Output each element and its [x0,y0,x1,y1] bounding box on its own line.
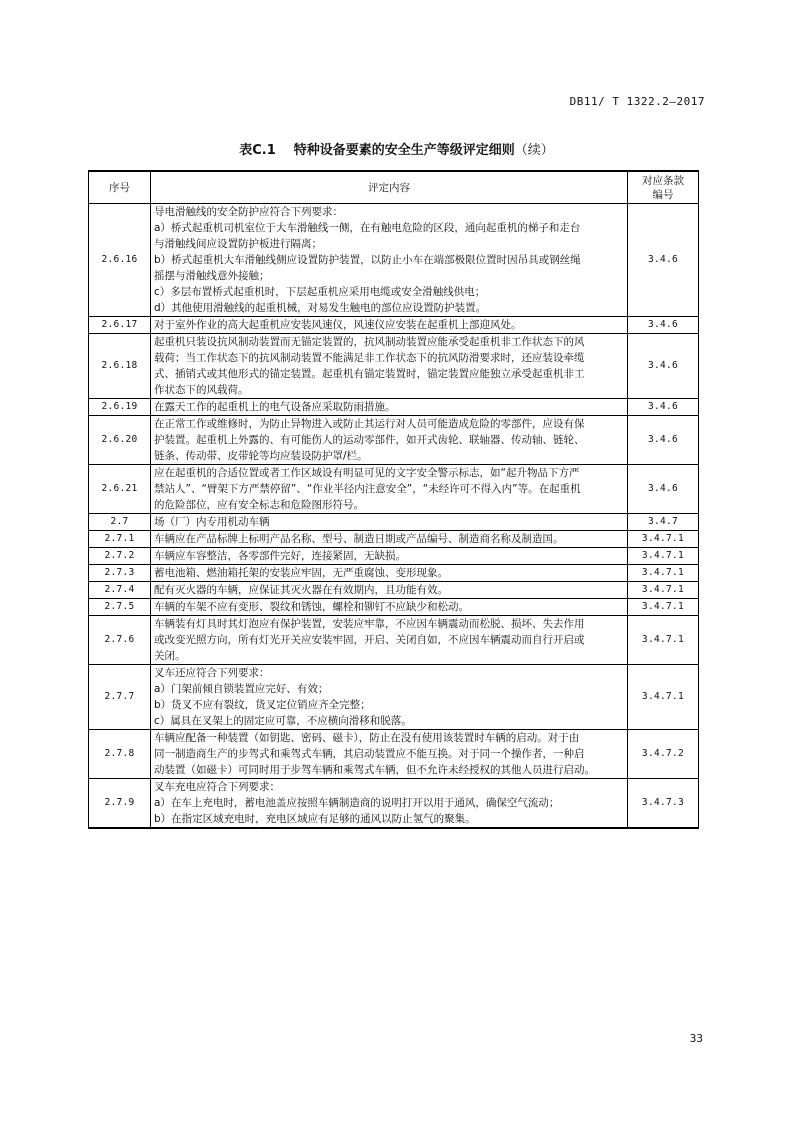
column-header-ref [628,171,699,204]
content-line: 与滑触线间应设置防护板进行隔离； [154,238,322,250]
table-title-prefix: 表C.1 [239,143,276,158]
content-line: 应在起重机的合适位置或者工作区域设有明显可见的文字安全警示标志，如“起升物品下方严 [154,467,580,479]
table-body [89,204,699,829]
row-content [151,465,628,514]
row-reference: 3.4.7.1 [628,548,699,565]
page-number: 33 [689,1032,703,1045]
content-line: 作状态下的风载荷。 [154,384,249,396]
content-line: a）门架前倾自锁装置应完好、有效； [154,683,329,695]
table-row [89,416,699,465]
row-content [151,565,628,582]
content-line: 对于室外作业的高大起重机应安装风速仪，风速仪应安装在起重机上部迎风处。 [154,319,522,331]
row-reference: 3.4.7.1 [628,582,699,599]
content-line: 摇摆与滑触线意外接触； [154,270,270,282]
content-line: d）其他使用滑触线的起重机械，对易发生触电的部位应设置防护装置。 [154,302,487,314]
table-row [89,465,699,514]
table-header-row [89,171,699,204]
content-line: 叉车还应符合下列要求： [154,667,270,679]
row-number: 2.7.3 [89,565,151,582]
table-row [89,582,699,599]
table-row [89,548,699,565]
row-reference: 3.4.6 [628,317,699,334]
column-header-ref-line1: 对应条款 [642,174,684,187]
row-number: 2.7.8 [89,730,151,779]
row-number: 2.6.21 [89,465,151,514]
column-header-ref-line2: 编号 [652,188,674,201]
row-content [151,334,628,399]
content-line: 叉车充电应符合下列要求： [154,781,280,793]
table-row [89,565,699,582]
row-reference: 3.4.6 [628,399,699,416]
row-number: 2.6.16 [89,204,151,317]
row-number: 2.7.4 [89,582,151,599]
table-title-main: 特种设备要素的安全生产等级评定细则 [293,143,515,158]
row-content [151,531,628,548]
column-header-content: 评定内容 [151,171,628,204]
table-title-continued: （续） [514,143,554,158]
content-line: a）在车上充电时，蓄电池盖应按照车辆制造商的说明打开以用于通风，确保空气流动； [154,797,560,809]
row-content [151,548,628,565]
table-row [89,730,699,779]
row-content [151,416,628,465]
content-line: 场（厂）内专用机动车辆 [154,516,270,528]
content-line: 车辆的车架不应有变形、裂纹和锈蚀，螺栓和铆钉不应缺少和松动。 [154,601,469,613]
column-header-seq: 序号 [89,171,151,204]
row-reference: 3.4.7.3 [628,779,699,829]
row-content [151,514,628,531]
content-line: 在正常工作或维修时，为防止异物进入或防止其运行对人员可能造成危险的零部件，应设有保 [154,418,585,430]
content-line: 车辆应配备一种装置（如钥匙、密码、磁卡），防止在没有使用该装置时车辆的启动。对于由 [154,732,580,744]
content-line: 导电滑触线的安全防护应符合下列要求： [154,206,343,218]
row-reference: 3.4.7 [628,514,699,531]
content-line: 动装置（如磁卡）可同时用于步驾车辆和乘驾式车辆，但不允许未经授权的其他人员进行启动。 [154,764,595,776]
assessment-table [88,170,699,829]
content-line: 车辆应车容整洁，各零部件完好，连接紧固，无缺损。 [154,550,406,562]
content-line: 起重机只装设抗风制动装置而无锚定装置的，抗风制动装置应能承受起重机非工作状态下的风 [154,336,585,348]
row-content [151,730,628,779]
content-line: 或改变光照方向，所有灯光开关应安装牢固，开启、关闭自如，不应因车辆震动而自行开启或 [154,634,585,646]
row-content [151,665,628,730]
table-title [0,139,793,158]
row-content [151,616,628,665]
table-row [89,779,699,829]
row-content [151,399,628,416]
content-line: 车辆应在产品标牌上标明产品名称、型号、制造日期或产品编号、制造商名称及制造国。 [154,533,564,545]
row-number: 2.6.17 [89,317,151,334]
row-number: 2.7.1 [89,531,151,548]
content-line: c）多层布置桥式起重机时，下层起重机应采用电缆或安全滑触线供电； [154,286,486,298]
table-row [89,399,699,416]
table-row [89,531,699,548]
row-content [151,599,628,616]
content-line: 同一制造商生产的步驾式和乘驾式车辆，其启动装置应不能互换。对于同一个操作者，一种启 [154,748,585,760]
standard-code-header: DB11/ T 1322.2—2017 [569,95,705,108]
row-number: 2.6.19 [89,399,151,416]
table-row [89,665,699,730]
content-line: 关闭。 [154,650,186,662]
row-content [151,204,628,317]
row-reference: 3.4.6 [628,334,699,399]
row-number: 2.7.9 [89,779,151,829]
table-row [89,514,699,531]
row-reference: 3.4.6 [628,416,699,465]
content-line: a）桥式起重机司机室位于大车滑触线一侧，在有触电危险的区段，通向起重机的梯子和走台 [154,222,581,234]
table-row [89,204,699,317]
table-row [89,334,699,399]
content-line: b）桥式起重机大车滑触线侧应设置防护装置，以防止小车在端部极限位置时因吊具或钢丝绳 [154,254,581,266]
row-reference: 3.4.6 [628,204,699,317]
content-line: 车辆装有灯具时其灯泡应有保护装置，安装应牢靠，不应因车辆震动而松脱、损坏、失去作用 [154,618,585,630]
content-line: 载荷；当工作状态下的抗风制动装置不能满足非工作状态下的抗风防滑要求时，还应装设牵缆 [154,352,585,364]
row-reference: 3.4.6 [628,465,699,514]
content-line: 配有灭火器的车辆，应保证其灭火器在有效期内，且功能有效。 [154,584,448,596]
content-line: c）属具在叉架上的固定应可靠，不应横向滑移和脱落。 [154,715,412,727]
row-number: 2.7.7 [89,665,151,730]
row-reference: 3.4.7.1 [628,599,699,616]
content-line: 的危险部位，应有安全标志和危险图形符号。 [154,499,364,511]
content-line: 护装置。起重机上外露的、有可能伤人的运动零部件，如开式齿轮、联轴器、传动轴、链轮、 [154,434,585,446]
row-content [151,779,628,829]
row-reference: 3.4.7.1 [628,616,699,665]
row-number: 2.6.20 [89,416,151,465]
row-reference: 3.4.7.1 [628,531,699,548]
content-line: 在露天工作的起重机上的电气设备应采取防雨措施。 [154,401,396,413]
content-line: b）货叉不应有裂纹，货叉定位销应齐全完整； [154,699,371,711]
content-line: b）在指定区域充电时，充电区域应有足够的通风以防止氢气的聚集。 [154,813,476,825]
row-number: 2.6.18 [89,334,151,399]
table-row [89,616,699,665]
row-content [151,582,628,599]
table-row [89,317,699,334]
row-content [151,317,628,334]
row-reference: 3.4.7.1 [628,565,699,582]
content-line: 式、插销式或其他形式的锚定装置。起重机有锚定装置时，锚定装置应能独立承受起重机非工 [154,368,585,380]
row-reference: 3.4.7.1 [628,665,699,730]
row-number: 2.7.2 [89,548,151,565]
content-line: 蓄电池箱、燃油箱托架的安装应牢固，无严重腐蚀、变形现象。 [154,567,448,579]
row-number: 2.7.5 [89,599,151,616]
row-reference: 3.4.7.2 [628,730,699,779]
table-row [89,599,699,616]
content-line: 链条、传动带、皮带轮等均应装设防护罩/栏。 [154,450,368,462]
row-number: 2.7.6 [89,616,151,665]
content-line: 禁站人”、“臂架下方严禁停留”、“作业半径内注意安全”，“未经许可不得入内”等。在起重机 [154,483,581,495]
row-number: 2.7 [89,514,151,531]
